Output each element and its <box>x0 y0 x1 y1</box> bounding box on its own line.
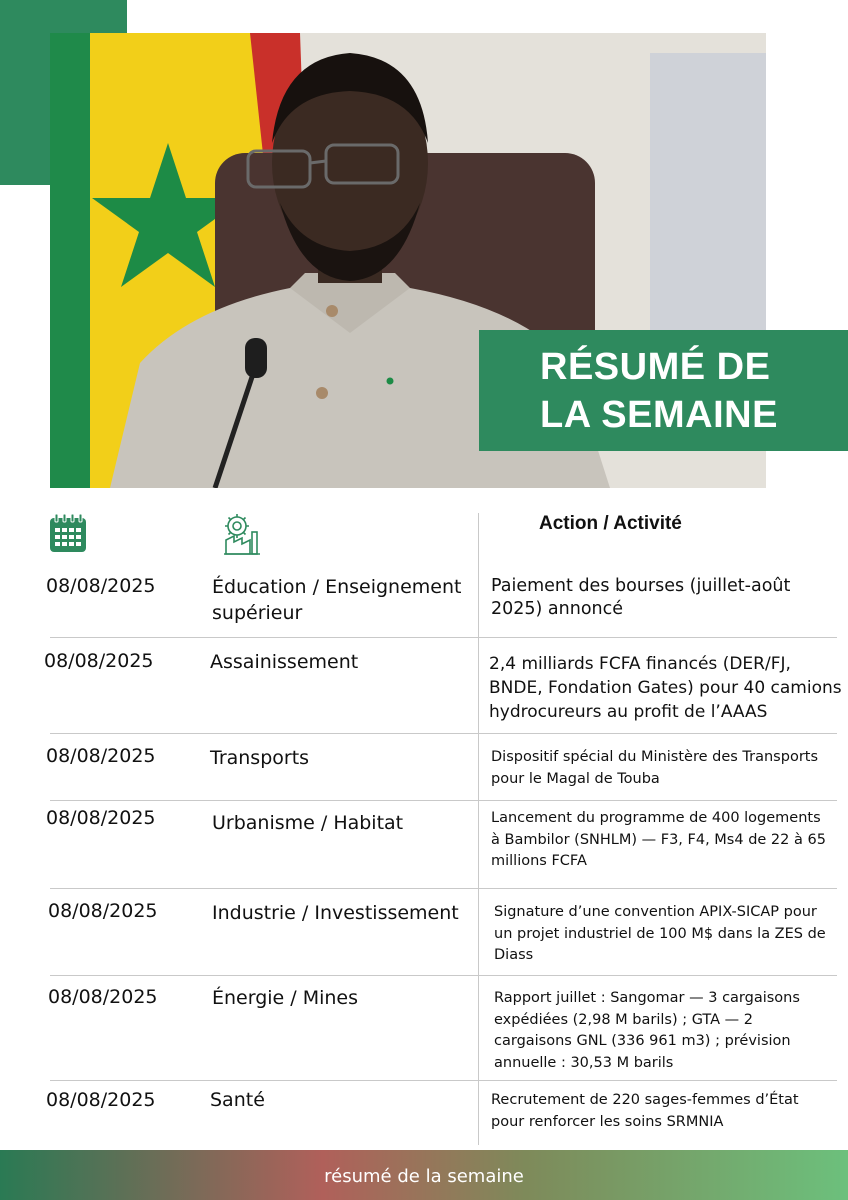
row-divider <box>50 733 837 734</box>
row-date: 08/08/2025 <box>48 900 158 922</box>
row-date: 08/08/2025 <box>46 1089 156 1111</box>
row-sector: Santé <box>210 1089 265 1111</box>
row-divider <box>50 1080 837 1081</box>
row-divider <box>50 800 837 801</box>
row-date: 08/08/2025 <box>48 986 158 1008</box>
row-date: 08/08/2025 <box>46 575 156 597</box>
calendar-icon <box>49 513 87 553</box>
row-divider <box>50 975 837 976</box>
row-action: Rapport juillet : Sangomar — 3 cargaisons expédiées (2,98 M barils) ; GTA — 2 cargaisons GNL (336 961 m3) ; prévision annuelle : 30,53 M barils <box>494 990 800 1071</box>
title-line-1: RÉSUMÉ DE <box>540 346 771 388</box>
column-divider <box>478 513 479 1145</box>
row-sector: Transports <box>210 747 310 769</box>
row-sector: Énergie / Mines <box>212 987 359 1009</box>
row-sector: Urbanisme / Habitat <box>212 812 404 834</box>
row-action: 2,4 milliards FCFA financés (DER/FJ, BNDE, Fondation Gates) pour 40 camions hydrocureurs au profit de l’AAAS <box>489 654 842 722</box>
row-divider <box>50 637 837 638</box>
row-sector: Assainissement <box>210 651 359 673</box>
row-divider <box>50 888 837 889</box>
row-action: Recrutement de 220 sages-femmes d’État pour renforcer les soins SRMNIA <box>491 1092 799 1130</box>
row-date: 08/08/2025 <box>46 807 156 829</box>
footer-text: résumé de la semaine <box>324 1166 524 1187</box>
row-action: Lancement du programme de 400 logements à Bambilor (SNHLM) — F3, F4, Ms4 de 22 à 65 millions FCFA <box>491 810 826 869</box>
row-date: 08/08/2025 <box>44 650 154 672</box>
row-action: Paiement des bourses (juillet-août 2025) annoncé <box>491 576 791 619</box>
title-banner <box>479 330 848 451</box>
title-line-2: LA SEMAINE <box>540 394 778 436</box>
row-action: Dispositif spécial du Ministère des Transports pour le Magal de Touba <box>491 749 819 787</box>
row-action: Signature d’une convention APIX-SICAP pour un projet industriel de 100 M$ dans la ZES de Diass <box>494 904 826 963</box>
row-date: 08/08/2025 <box>46 745 156 767</box>
row-sector: Éducation / Enseignement supérieur <box>212 576 462 624</box>
row-sector: Industrie / Investissement <box>212 902 459 924</box>
industry-gear-icon <box>220 512 264 556</box>
footer-bar <box>0 1150 848 1200</box>
action-column-header: Action / Activité <box>539 513 682 534</box>
